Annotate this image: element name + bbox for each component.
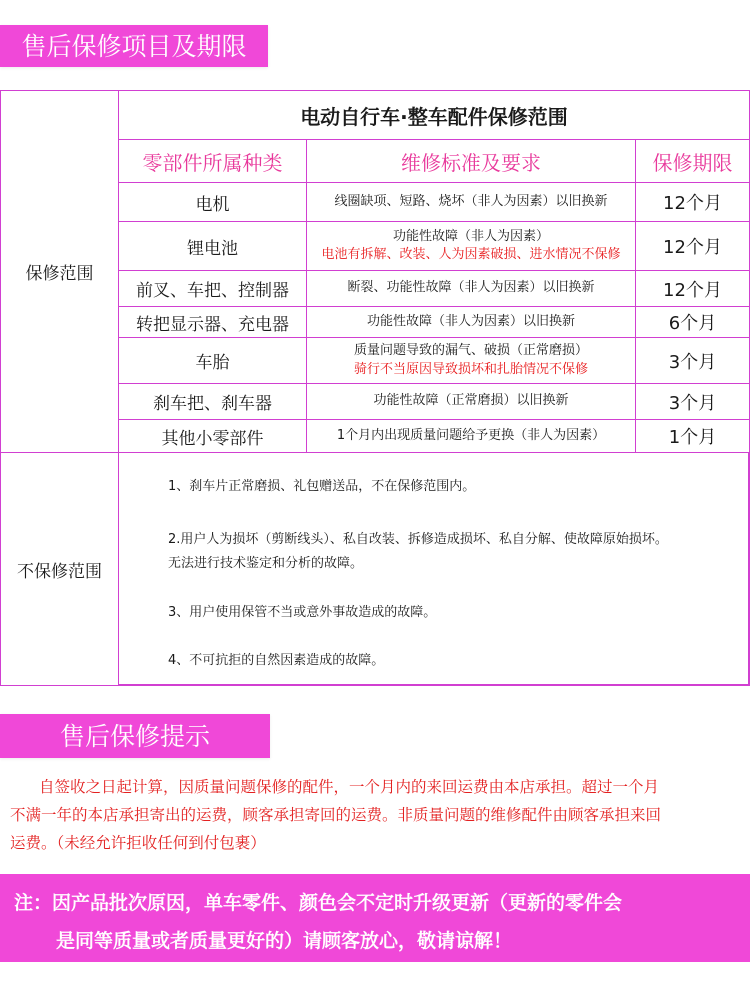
period-text: 12个月 <box>663 237 722 258</box>
part-name: 前叉、车把、控制器 <box>136 281 289 301</box>
header-part-type <box>118 139 307 183</box>
table-title: 电动自行车·整车配件保修范围 <box>300 104 568 129</box>
section-title-warranty-tips <box>0 714 270 758</box>
part-name: 电机 <box>195 194 230 215</box>
scope-label: 保修范围 <box>25 264 94 284</box>
notice-line: 注：因产品批次原因，单车零件、颜色会不定时升级更新（更新的零件会 <box>14 892 623 914</box>
tips-line: 不满一年的本店承担寄出的运费，顾客承担寄回的运费。非质量问题的维修配件由顾客承担来回 <box>10 806 662 824</box>
section-title-warranty-terms <box>0 25 268 67</box>
table-row-period <box>635 182 750 222</box>
period-text: 6个月 <box>668 313 717 334</box>
table-row-part <box>118 306 307 338</box>
requirement-warning: 电池有拆解、改装、人为因素破损、进水情况不保修 <box>321 247 621 262</box>
header-text: 保修期限 <box>652 150 733 175</box>
table-row-requirement <box>306 221 636 271</box>
requirement-text: 功能性故障（非人为因素）以旧换新 <box>366 313 575 329</box>
table-row-period <box>635 337 750 384</box>
tips-line: 自签收之日起计算，因质量问题保修的配件，一个月内的来回运费由本店承担。超过一个月 <box>39 778 660 796</box>
part-name: 其他小零部件 <box>161 428 264 449</box>
table-row-requirement <box>306 306 636 338</box>
exclusion-label-cell <box>0 452 119 686</box>
requirement-text: 线圈缺项、短路、烧坏（非人为因素）以旧换新 <box>334 193 608 209</box>
notice-banner <box>0 874 750 962</box>
scope-label-cell <box>0 90 119 453</box>
requirement-text: 断裂、功能性故障（非人为因素）以旧换新 <box>347 280 595 296</box>
table-row-requirement <box>306 270 636 307</box>
warranty-tips-paragraph <box>10 773 740 857</box>
table-row-part <box>118 337 307 384</box>
period-text: 1个月 <box>668 427 717 448</box>
table-row-part <box>118 182 307 222</box>
table-row-requirement <box>306 337 636 384</box>
period-text: 3个月 <box>668 392 717 414</box>
section-title-text: 售后保修提示 <box>59 721 210 751</box>
exclusion-item: 4、不可抗拒的自然因素造成的故障。 <box>168 653 385 668</box>
exclusion-item: 1、刹车片正常磨损、礼包赠送品，不在保修范围内。 <box>168 479 476 494</box>
table-row-part <box>118 383 307 420</box>
exclusion-item: 3、用户使用保管不当或意外事故造成的故障。 <box>168 605 437 620</box>
table-row-part <box>118 270 307 307</box>
table-row-requirement <box>306 182 636 222</box>
table-row-period <box>635 419 750 453</box>
period-text: 3个月 <box>668 351 717 373</box>
table-row-period <box>635 383 750 420</box>
header-text: 维修标准及要求 <box>401 150 541 175</box>
exclusion-label: 不保修范围 <box>17 561 102 582</box>
table-row-period <box>635 306 750 338</box>
table-row-requirement <box>306 383 636 420</box>
table-row-part <box>118 221 307 271</box>
table-title-cell <box>118 90 750 140</box>
exclusion-list <box>118 452 749 685</box>
table-row-period <box>635 221 750 271</box>
table-row-part <box>118 419 307 453</box>
header-text: 零部件所属种类 <box>142 150 283 175</box>
requirement-text: 功能性故障（正常磨损）以旧换新 <box>373 393 569 409</box>
requirement-text: 功能性故障（非人为因素） <box>392 228 549 244</box>
requirement-text: 质量问题导致的漏气、破损（正常磨损） <box>353 343 588 359</box>
header-requirements <box>306 139 636 183</box>
header-period <box>635 139 750 183</box>
section-title-text: 售后保修项目及期限 <box>21 31 247 61</box>
table-row-period <box>635 270 750 307</box>
exclusion-item: 2.用户人为损坏（剪断线头）、私自改装、拆修造成损坏、私自分解、使故障原始损坏。 <box>168 532 668 547</box>
period-text: 12个月 <box>663 193 722 214</box>
period-text: 12个月 <box>663 279 722 301</box>
requirement-warning: 骑行不当原因导致损坏和扎胎情况不保修 <box>353 361 588 377</box>
part-name: 转把显示器、充电器 <box>136 314 289 335</box>
notice-line: 是同等质量或者质量更好的）请顾客放心，敬请谅解！ <box>56 930 513 952</box>
part-name: 锂电池 <box>187 238 238 259</box>
tips-line: 运费。（未经允许拒收任何到付包裹） <box>10 834 266 852</box>
requirement-text: 1个月内出现质量问题给予更换（非人为因素） <box>336 427 606 443</box>
part-name: 车胎 <box>195 353 230 373</box>
exclusion-item: 无法进行技术鉴定和分析的故障。 <box>168 556 364 571</box>
table-row-requirement <box>306 419 636 453</box>
part-name: 刹车把、刹车器 <box>153 394 272 414</box>
